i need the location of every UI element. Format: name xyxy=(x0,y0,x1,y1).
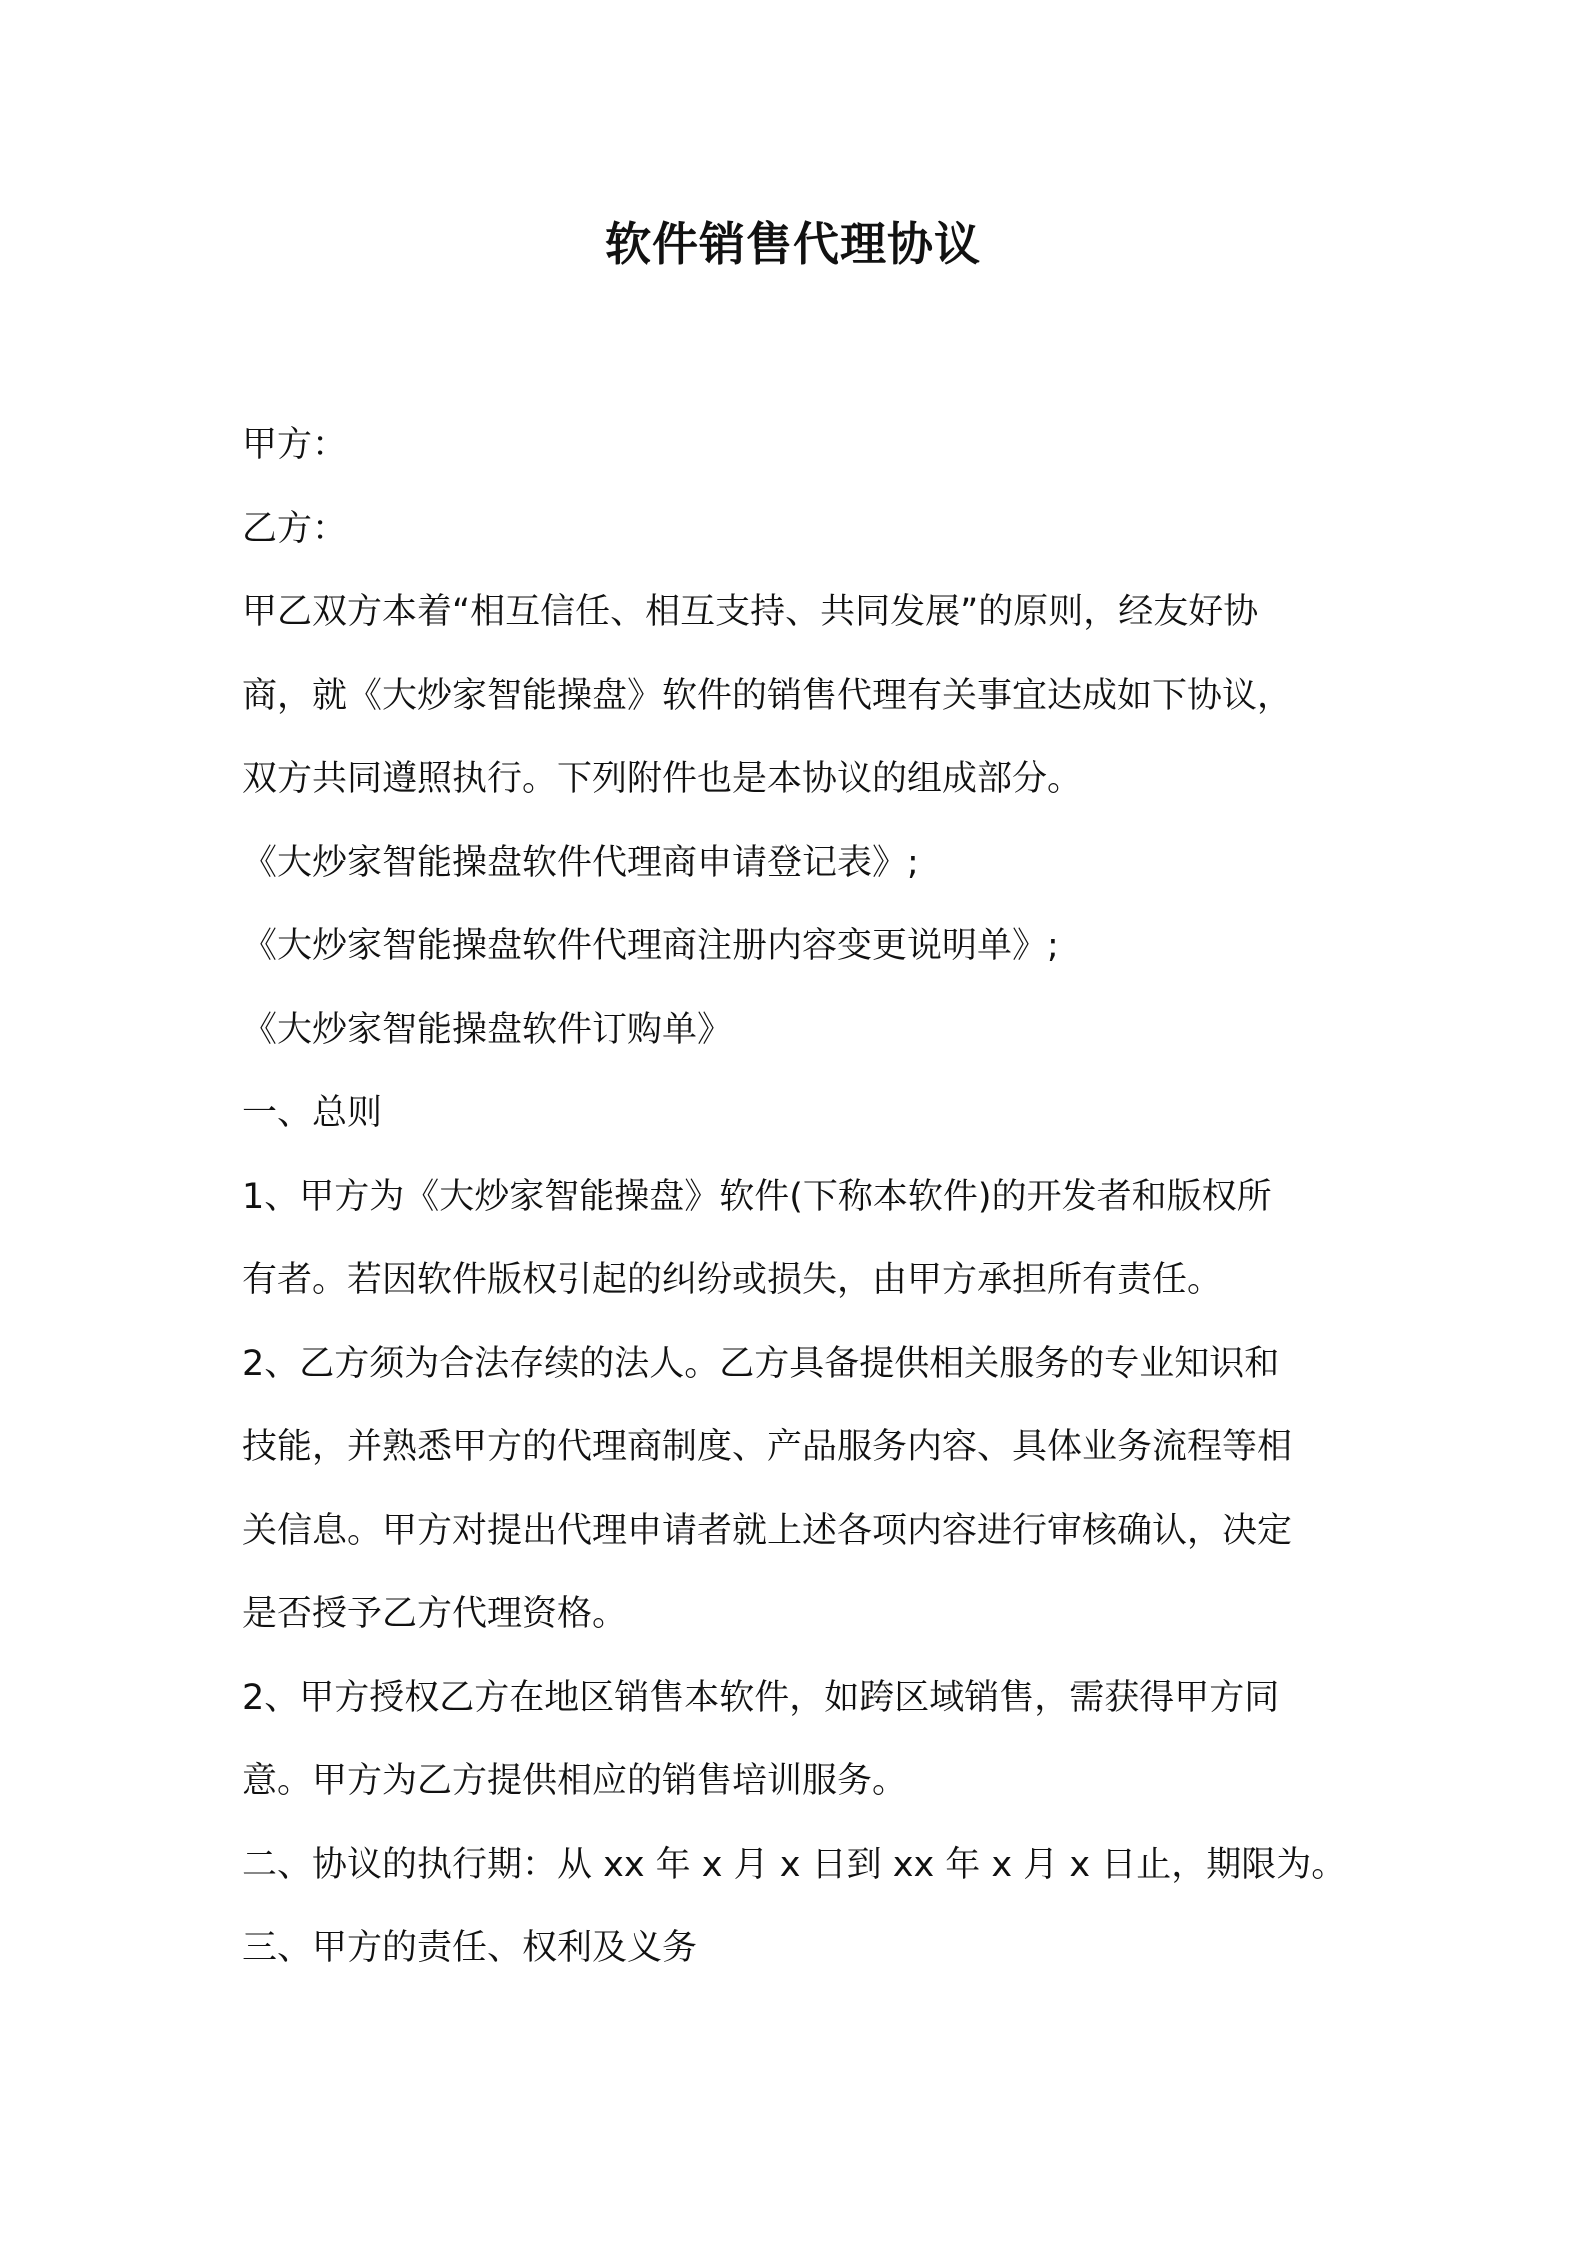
section-heading-general: 一、总则 xyxy=(242,1093,383,1133)
clause-1-line-2: 有者。若因软件版权引起的纠纷或损失，由甲方承担所有责任。 xyxy=(242,1260,1223,1300)
attachment-item-2: 《大炒家智能操盘软件代理商注册内容变更说明单》; xyxy=(242,926,1059,966)
section-heading-party-a-duties: 三、甲方的责任、权利及义务 xyxy=(242,1928,698,1968)
clause-2-line-2: 技能，并熟悉甲方的代理商制度、产品服务内容、具体业务流程等相 xyxy=(242,1427,1293,1467)
document-body xyxy=(242,404,1362,1991)
party-a-line: 甲方： xyxy=(242,425,348,465)
clause-2b-line-2: 意。甲方为乙方提供相应的销售培训服务。 xyxy=(242,1761,908,1801)
document-title: 软件销售代理协议 xyxy=(605,217,981,271)
party-b-line: 乙方： xyxy=(242,508,348,549)
preamble-line-2: 商，就《大炒家智能操盘》软件的销售代理有关事宜达成如下协议， xyxy=(242,675,1293,716)
clause-2-line-4: 是否授予乙方代理资格。 xyxy=(242,1594,628,1634)
attachment-item-3: 《大炒家智能操盘软件订购单》 xyxy=(242,1009,733,1050)
preamble-line-3: 双方共同遵照执行。下列附件也是本协议的组成部分。 xyxy=(242,759,1083,799)
preamble-line-1: 甲乙双方本着“相互信任、相互支持、共同发展”的原则，经友好协 xyxy=(242,592,1259,632)
clause-2-line-3: 关信息。甲方对提出代理申请者就上述各项内容进行审核确认，决定 xyxy=(242,1510,1293,1551)
clause-2-line-1: 2、乙方须为合法存续的法人。乙方具备提供相关服务的专业知识和 xyxy=(242,1343,1280,1384)
clause-2b-line-1: 2、甲方授权乙方在地区销售本软件，如跨区域销售，需获得甲方同 xyxy=(242,1677,1280,1718)
clause-1-line-1: 1、甲方为《大炒家智能操盘》软件(下称本软件)的开发者和版权所 xyxy=(242,1176,1272,1217)
section-heading-term: 二、协议的执行期：从 xx 年 x 月 x 日到 xx 年 x 月 x 日止，期限为。 xyxy=(242,1844,1347,1885)
attachment-item-1: 《大炒家智能操盘软件代理商申请登记表》; xyxy=(242,842,919,883)
